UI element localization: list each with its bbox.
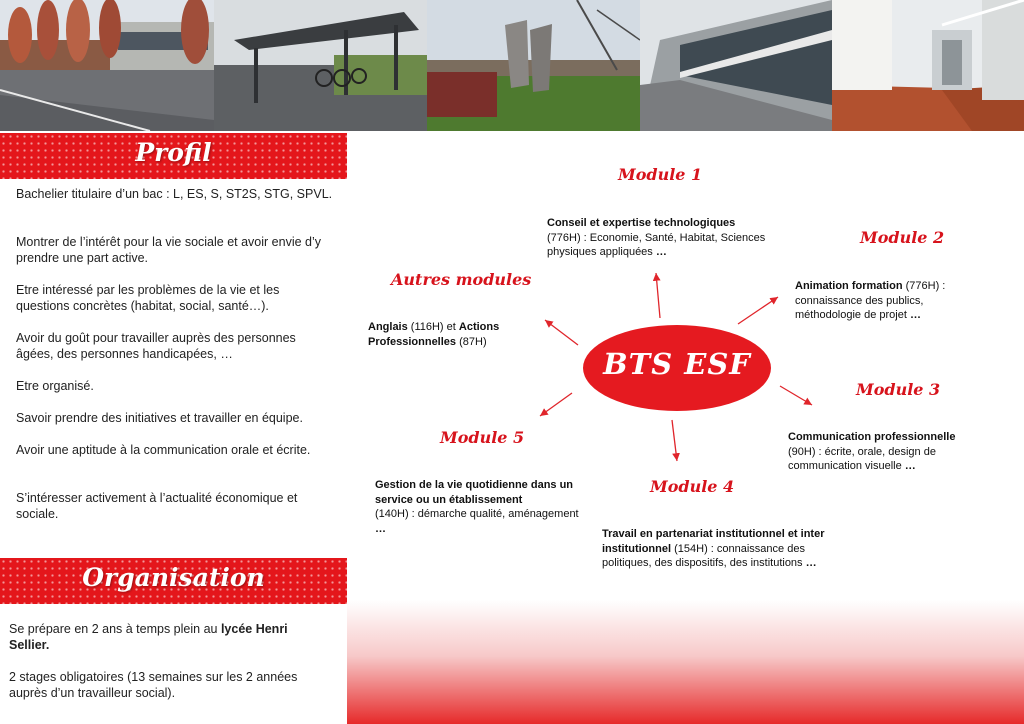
module-1-dots: …	[655, 246, 667, 258]
profil-para-3: Etre intéressé par les problèmes de la vie et les questions concrètes (habitat, social, santé…).	[16, 283, 280, 313]
module-2-title: Module 2	[860, 228, 945, 247]
module-5-dots: …	[375, 522, 386, 535]
organisation-para-2: 2 stages obligatoires (13 semaines sur les 2 années auprès d’un travailleur social).	[9, 670, 298, 700]
module-3-text	[788, 430, 998, 474]
module-3-details: (90H) : écrite, orale, design de communication visuelle	[788, 445, 936, 472]
profil-title: Profil	[135, 138, 212, 167]
autres-modules-text	[368, 320, 528, 349]
module-4-text	[602, 527, 847, 571]
profil-para-8: S’intéresser activement à l’actualité économique et sociale.	[16, 491, 298, 521]
module-5-details: (140H) : démarche qualité, aménagement	[375, 508, 579, 520]
module-1-details: (776H) : Economie, Santé, Habitat, Sciences physiques appliquées	[547, 231, 766, 258]
autres-modules-anglais: Anglais	[368, 321, 408, 333]
center-ellipse	[583, 325, 771, 411]
arrow-module-3	[780, 386, 812, 405]
module-5-text	[375, 478, 585, 536]
module-4-dots: …	[805, 557, 817, 569]
profil-para-6: Savoir prendre des initiatives et travailler en équipe.	[16, 411, 303, 425]
profil-para-4: Avoir du goût pour travailler auprès des personnes âgées, des personnes handicapées, …	[16, 331, 296, 361]
arrow-autres-modules	[545, 320, 578, 345]
autres-modules-actions: Actions Professionnelles	[368, 321, 500, 348]
module-5-name: Gestion de la vie quotidienne dans un service ou un établissement	[375, 479, 574, 506]
profil-para-2: Montrer de l’intérêt pour la vie sociale et avoir envie d’y prendre une part active.	[16, 235, 322, 265]
module-4-name: Travail en partenariat institutionnel et inter institutionnel	[602, 528, 825, 555]
module-1-text	[547, 216, 767, 260]
organisation-title: Organisation	[82, 563, 265, 592]
module-3-title: Module 3	[856, 380, 941, 399]
profil-para-1: Bachelier titulaire d’un bac : L, ES, S, ST2S, STG, SPVL.	[16, 187, 333, 201]
module-5-title: Module 5	[440, 428, 525, 447]
module-3-dots: …	[904, 460, 916, 472]
module-2-text	[795, 279, 975, 323]
organisation-para-1-text: Se prépare en 2 ans à temps plein au	[9, 622, 221, 636]
module-2-name: Animation formation	[795, 280, 903, 292]
module-2-dots: …	[909, 309, 921, 321]
arrow-module-2	[738, 297, 778, 324]
arrow-module-4	[672, 420, 677, 461]
arrow-module-1	[656, 273, 660, 318]
organisation-school-name: lycée Henri Sellier.	[9, 622, 288, 652]
center-label: BTS ESF	[603, 347, 751, 381]
autres-modules-title: Autres modules	[391, 270, 532, 289]
autres-modules-anglais-hours: (116H) et	[407, 321, 459, 333]
module-4-title: Module 4	[650, 477, 735, 496]
profil-para-5: Etre organisé.	[16, 379, 94, 393]
autres-modules-actions-hours: (87H)	[456, 335, 487, 348]
module-4-details: (154H) : connaissance des politiques, des dispositifs, des institutions	[602, 542, 805, 569]
profil-para-7: Avoir une aptitude à la communication orale et écrite.	[16, 443, 311, 457]
arrow-module-5	[540, 393, 572, 416]
module-1-name: Conseil et expertise technologiques	[547, 217, 736, 229]
module-3-name: Communication professionnelle	[788, 431, 956, 443]
module-2-details: (776H) : connaissance des publics, méthodologie de projet	[795, 280, 946, 321]
module-1-title: Module 1	[618, 165, 703, 184]
